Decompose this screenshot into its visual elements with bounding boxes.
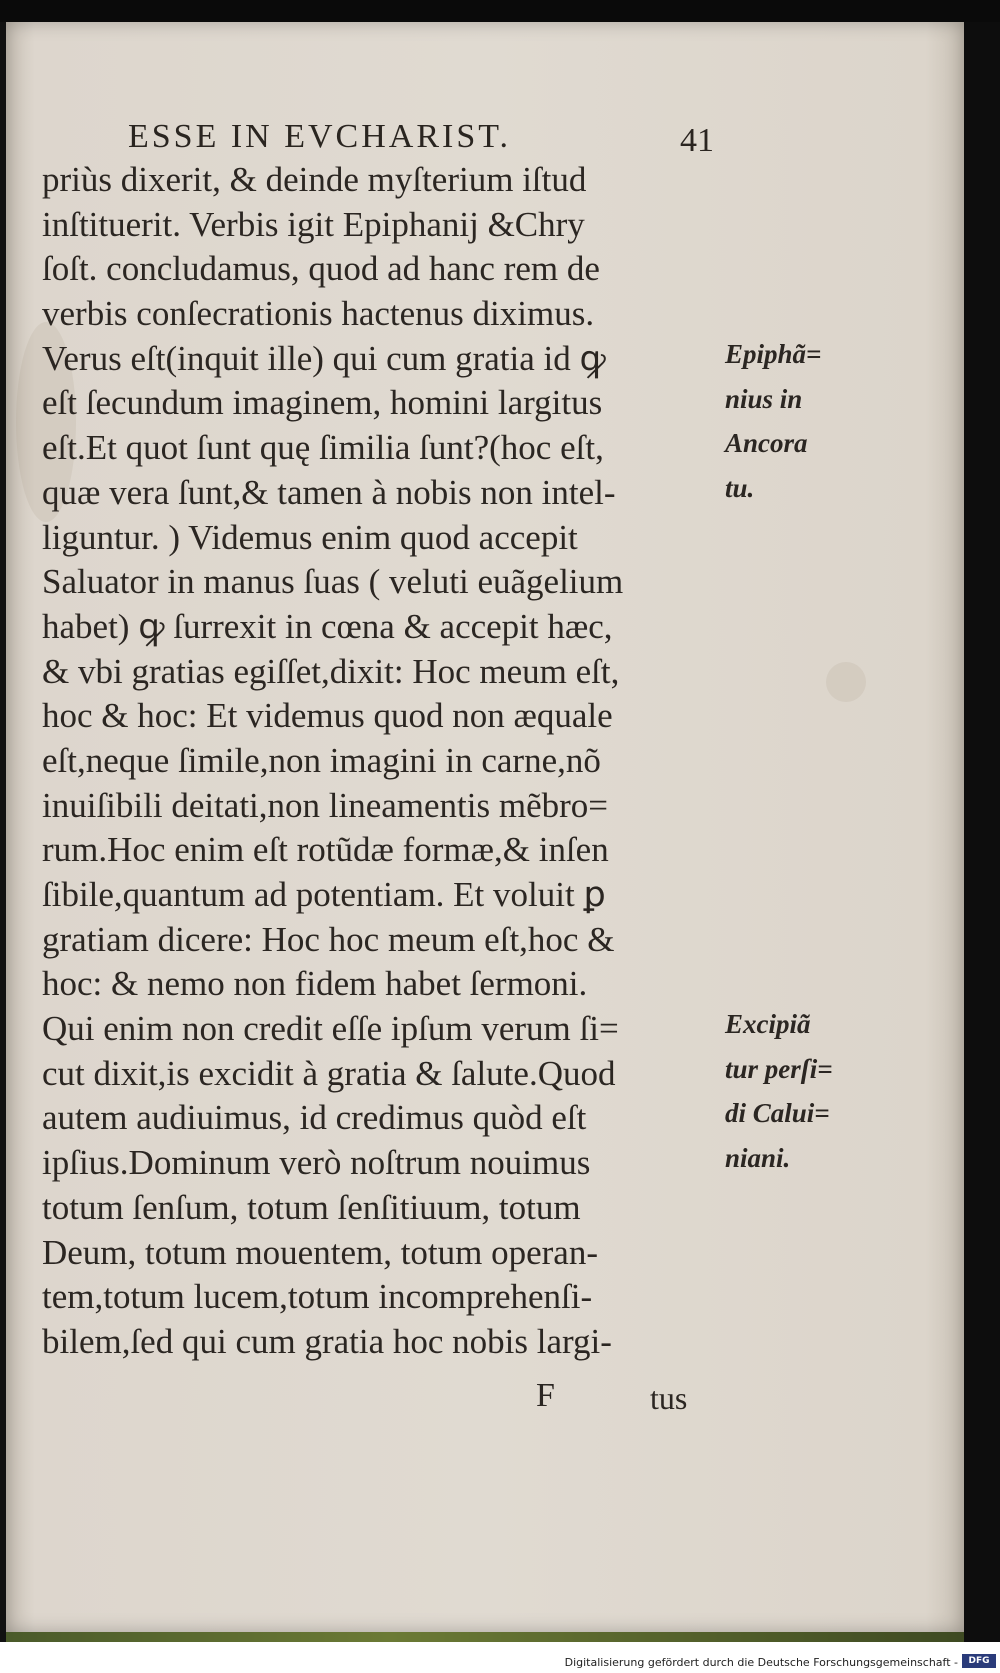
text-line: quæ vera ſunt,& tamen à nobis non intel- xyxy=(42,472,616,512)
text-line: ſoſt. concludamus, quod ad hanc rem de xyxy=(42,249,600,289)
text-line: rum.Hoc enim eſt rotũdæ formæ,& inſen xyxy=(42,830,609,870)
text-line: eſt ſecundum imaginem, homini largitus xyxy=(42,383,603,423)
text-line: & vbi gratias egiſſet,dixit: Hoc meum eſt, xyxy=(42,651,620,691)
text-line: Qui enim non credit eſſe ipſum verum ſi= xyxy=(42,1009,619,1049)
marginal-note-epiphanius xyxy=(725,332,865,511)
scan-right-edge xyxy=(964,22,1000,1642)
marginal-note-line: tu. xyxy=(725,473,755,504)
text-line: cut dixit,is excidit à gratia & ſalute.Quod xyxy=(42,1053,616,1093)
text-line: Saluator in manus ſuas ( veluti euãgelium xyxy=(42,562,624,602)
marginal-note-line: Ancora xyxy=(725,428,808,459)
body-text xyxy=(42,158,732,1365)
marginal-note-line: di Calui= xyxy=(725,1098,830,1129)
running-header: ESSE IN EVCHARIST. xyxy=(128,118,511,155)
text-line: ſibile,quantum ad potentiam. Et voluit ꝑ xyxy=(42,875,606,914)
scan-top-edge xyxy=(0,0,1000,22)
marginal-note-line: Epiphã= xyxy=(725,339,822,369)
text-line: Verus eſt(inquit ille) qui cum gratia id ꝙ xyxy=(42,338,606,378)
marginal-note-line: tur perſi= xyxy=(725,1053,833,1084)
text-line: habet) ꝙ ſurrexit in cœna & accepit hæc, xyxy=(42,606,613,646)
signature-mark: F xyxy=(536,1377,555,1414)
text-line: ipſius.Dominum verò noſtrum nouimus xyxy=(42,1143,591,1183)
funding-notice: Digitalisierung gefördert durch die Deutsche Forschungsgemeinschaft - xyxy=(564,1656,958,1669)
text-line: gratiam dicere: Hoc hoc meum eſt,hoc & xyxy=(42,919,615,959)
text-line: hoc: & nemo non fidem habet ſermoni. xyxy=(42,964,588,1004)
text-line: autem audiuimus, id credimus quòd eſt xyxy=(42,1098,587,1138)
text-line: liguntur. ) Videmus enim quod accepit xyxy=(42,517,578,557)
text-line: Deum, totum mouentem, totum operan- xyxy=(42,1232,599,1272)
page-number: 41 xyxy=(680,122,714,159)
text-line: verbis conſecrationis hactenus diximus. xyxy=(42,294,595,334)
marginal-note-line: niani. xyxy=(725,1143,791,1174)
text-line: priùs dixerit, & deinde myſterium iſtud xyxy=(42,160,587,199)
text-line: tem,totum lucem,totum incomprehenſi- xyxy=(42,1277,593,1317)
text-line: totum ſenſum, totum ſenſitiuum, totum xyxy=(42,1187,581,1227)
catchword: tus xyxy=(650,1380,688,1416)
text-line: eſt.Et quot ſunt quę ſimilia ſunt?(hoc eſt, xyxy=(42,428,604,468)
text-line: bilem,ſed qui cum gratia hoc nobis largi- xyxy=(42,1321,612,1361)
text-line: inuiſibili deitati,non lineamentis mẽbro= xyxy=(42,785,609,825)
text-line: hoc & hoc: Et videmus quod non æquale xyxy=(42,696,613,736)
paper-stain xyxy=(826,662,866,702)
marginal-note-line: nius in xyxy=(725,383,803,414)
dfg-logo: DFG xyxy=(962,1654,996,1668)
text-line: inſtituerit. Verbis igit Epiphanij &Chry xyxy=(42,204,585,244)
text-line: eſt,neque ſimile,non imagini in carne,nõ xyxy=(42,740,601,780)
marginal-note-excipiantur xyxy=(725,1002,865,1181)
marginal-note-line: Excipiã xyxy=(725,1009,811,1039)
page-bottom-edge xyxy=(6,1632,964,1642)
